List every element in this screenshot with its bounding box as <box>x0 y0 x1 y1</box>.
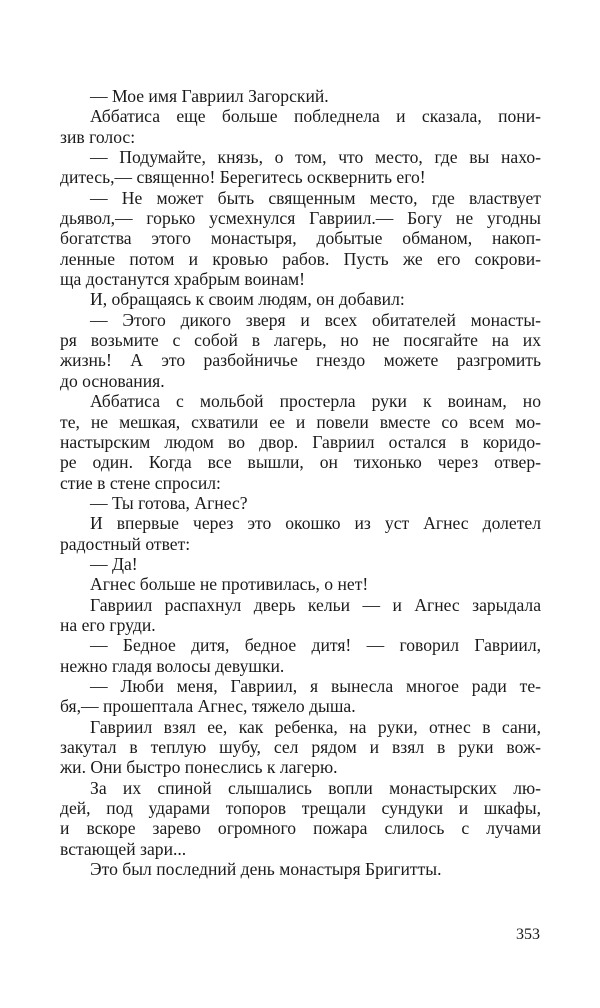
paragraph <box>60 778 541 859</box>
text-line: и вскоре зарево огромного пожара слилось с лучами <box>60 818 541 839</box>
paragraph <box>60 859 541 879</box>
text-line: Агнес больше не противилась, о нет! <box>90 574 369 595</box>
text-line: Гавриил взял ее, как ребенка, на руки, отнес в сани, <box>90 716 541 737</box>
text-line: настырским людом во двор. Гавриил остался в коридо- <box>60 431 541 452</box>
text-line: — Мое имя Гавриил Загорский. <box>90 86 329 106</box>
text-line: нежно гладя волосы девушки. <box>60 655 285 676</box>
text-line: — Ты готова, Агнес? <box>90 492 248 513</box>
paragraph <box>60 676 541 717</box>
text-line: Аббатиса еще больше побледнела и сказала, пони- <box>90 106 541 127</box>
text-line: — Бедное дитя, бедное дитя! — говорил Гавриил, <box>90 635 541 656</box>
text-line: богатства этого монастыря, добытые обманом, накоп- <box>60 228 541 249</box>
paragraph <box>60 391 541 493</box>
paragraph <box>60 86 541 106</box>
paragraph <box>60 188 541 290</box>
text-line: ленные потом и кровью рабов. Пусть же его сокрови- <box>60 248 541 269</box>
text-line: встающей зари... <box>60 838 187 859</box>
text-line: радостный ответ: <box>60 533 191 554</box>
text-line: — Да! <box>90 553 138 574</box>
paragraph <box>60 554 541 574</box>
text-line: — Люби меня, Гавриил, я вынесла многое ради те- <box>90 675 541 696</box>
text-line: стие в стене спросил: <box>60 472 221 493</box>
page-body-text <box>60 86 541 879</box>
text-line: дитесь,— священно! Берегитесь осквернить его! <box>60 167 426 188</box>
text-line: ря возьмите с собой в лагерь, но не посягайте на их <box>60 330 541 351</box>
text-line: Аббатиса с мольбой простерла руки к воинам, но <box>90 391 541 412</box>
page-number: 353 <box>516 926 540 943</box>
text-line: на его груди. <box>60 614 156 635</box>
text-line: — Подумайте, князь, о том, что место, где вы нахо- <box>90 147 541 168</box>
text-line: — Этого дикого зверя и всех обитателей монасты- <box>90 309 541 330</box>
paragraph <box>60 106 541 147</box>
text-line: закутал в теплую шубу, сел рядом и взял в руки вож- <box>60 737 541 757</box>
text-line: Это был последний день монастыря Бригитты. <box>90 859 442 880</box>
paragraph <box>60 147 541 188</box>
text-line: ре один. Когда все вышли, он тихонько через отвер- <box>60 452 541 473</box>
paragraph <box>60 289 541 309</box>
text-line: жи. Они быстро понеслись к лагерю. <box>60 757 338 778</box>
paragraph <box>60 493 541 513</box>
text-line: ща достанутся храбрым воинам! <box>60 269 305 290</box>
text-line: Гавриил распахнул дверь кельи — и Агнес зарыдала <box>90 594 541 615</box>
text-line: жизнь! А это разбойничье гнездо можете разгромить <box>60 350 541 371</box>
text-line: дей, под ударами топоров трещали сундуки и шкафы, <box>60 798 541 819</box>
paragraph <box>60 574 541 594</box>
text-line: зив голос: <box>60 126 136 147</box>
text-line: И впервые через это окошко из уст Агнес долетел <box>90 513 541 534</box>
paragraph <box>60 717 541 778</box>
text-line: — Не может быть священным место, где властвует <box>90 187 541 208</box>
text-line: до основания. <box>60 370 165 391</box>
paragraph <box>60 595 541 636</box>
text-line: За их спиной слышались вопли монастырских лю- <box>90 777 541 798</box>
paragraph <box>60 513 541 554</box>
text-line: бя,— прошептала Агнес, тяжело дыша. <box>60 696 356 717</box>
paragraph <box>60 310 541 391</box>
text-line: дьявол,— горько усмехнулся Гавриил.— Богу не угодны <box>60 208 541 229</box>
text-line: те, не мешкая, схватили ее и повели вместе со всем мо- <box>60 411 541 432</box>
text-line: И, обращаясь к своим людям, он добавил: <box>90 289 405 310</box>
paragraph <box>60 635 541 676</box>
